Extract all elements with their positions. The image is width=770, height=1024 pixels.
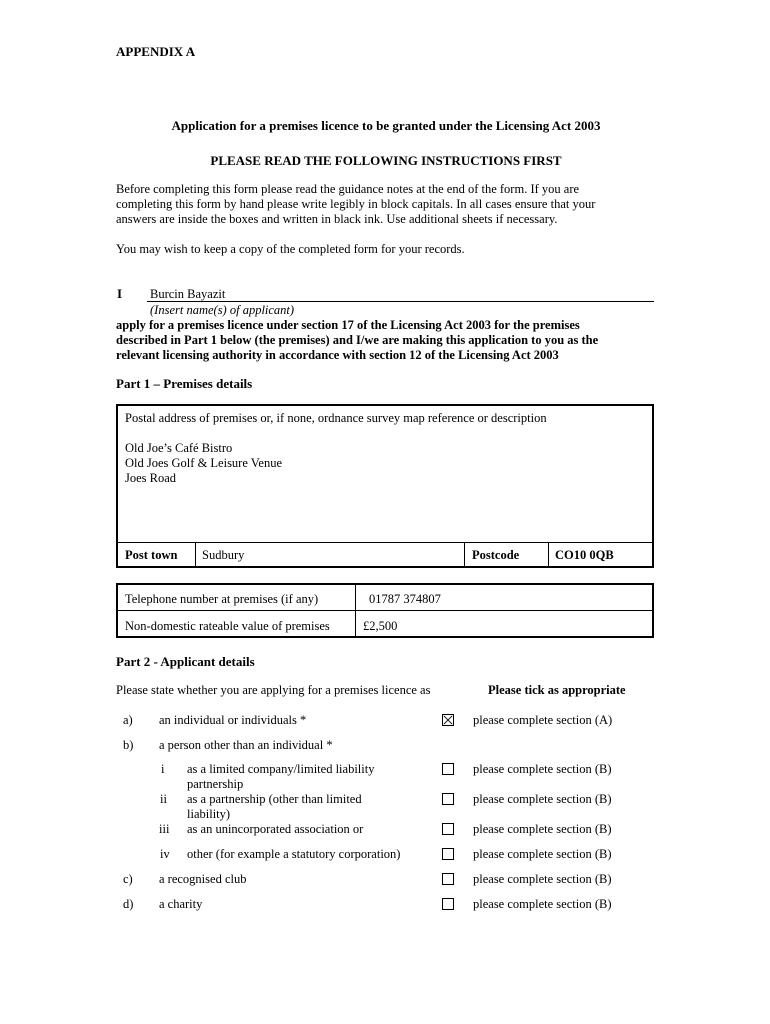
option-b-text: a person other than an individual * xyxy=(159,738,333,752)
statement-line-1: apply for a premises licence under section 17 of the Licensing Act 2003 for the premises xyxy=(116,318,580,332)
state-text: Please state whether you are applying for a premises licence as xyxy=(116,683,431,697)
option-a-text: an individual or individuals * xyxy=(159,713,307,727)
option-b-letter: b) xyxy=(123,738,134,752)
option-d-letter: d) xyxy=(123,897,134,911)
option-a-checkbox[interactable] xyxy=(442,714,454,726)
address-line-2[interactable]: Old Joes Golf & Leisure Venue xyxy=(125,456,283,470)
option-b-iii-line-1: as an unincorporated association or xyxy=(187,822,364,836)
statement-line-3: relevant licensing authority in accordance with section 12 of the Licensing Act 2003 xyxy=(116,348,559,362)
rateable-label: Non-domestic rateable value of premises xyxy=(125,619,330,633)
telephone-value[interactable]: 01787 374807 xyxy=(369,592,441,606)
form-title: Application for a premises licence to be granted under the Licensing Act 2003 xyxy=(171,118,601,133)
copy-note: You may wish to keep a copy of the completed form for your records. xyxy=(116,242,465,256)
address-line-1[interactable]: Old Joe’s Café Bistro xyxy=(125,441,233,455)
i-label: I xyxy=(117,286,123,301)
post-town-label: Post town xyxy=(125,548,178,562)
part1-heading: Part 1 – Premises details xyxy=(116,376,253,391)
option-a-letter: a) xyxy=(123,713,133,727)
option-b-iii-section: please complete section (B) xyxy=(473,822,612,836)
intro-line-3: answers are inside the boxes and written in black ink. Use additional sheets if necessary. xyxy=(116,212,558,226)
telephone-label: Telephone number at premises (if any) xyxy=(125,592,319,606)
postcode-label: Postcode xyxy=(472,548,520,562)
option-b-ii-section: please complete section (B) xyxy=(473,792,612,806)
option-d-section: please complete section (B) xyxy=(473,897,612,911)
option-b-i-num: i xyxy=(161,762,165,776)
option-d-text: a charity xyxy=(159,897,203,911)
post-town-divider xyxy=(195,542,196,566)
option-b-ii-line-1: as a partnership (other than limited xyxy=(187,792,362,806)
option-b-i-line-2: partnership xyxy=(187,777,244,791)
option-b-ii-num: ii xyxy=(160,792,167,806)
premises-address-box xyxy=(116,404,654,568)
address-divider xyxy=(118,542,652,543)
option-d-checkbox[interactable] xyxy=(442,898,454,910)
name-hint: (Insert name(s) of applicant) xyxy=(150,303,295,317)
option-b-ii-line-2: liability) xyxy=(187,807,231,821)
postcode-divider-right xyxy=(548,542,549,566)
option-b-iv-checkbox[interactable] xyxy=(442,848,454,860)
option-b-i-section: please complete section (B) xyxy=(473,762,612,776)
option-b-iv-line-1: other (for example a statutory corporation) xyxy=(187,847,401,861)
postcode-value[interactable]: CO10 0QB xyxy=(555,548,614,562)
statement-line-2: described in Part 1 below (the premises) and I/we are making this application to you as the xyxy=(116,333,599,347)
tel-col-divider xyxy=(355,585,356,636)
rateable-value[interactable]: £2,500 xyxy=(363,619,398,633)
name-underline xyxy=(147,301,654,302)
tel-divider xyxy=(118,610,652,611)
post-town-value[interactable]: Sudbury xyxy=(202,548,245,562)
telephone-rateable-box xyxy=(116,583,654,638)
instructions-heading: PLEASE READ THE FOLLOWING INSTRUCTIONS FIRST xyxy=(210,153,562,168)
address-label: Postal address of premises or, if none, ordnance survey map reference or description xyxy=(125,411,547,425)
option-c-letter: c) xyxy=(123,872,133,886)
intro-line-1: Before completing this form please read the guidance notes at the end of the form. If you are xyxy=(116,182,580,196)
option-b-iv-num: iv xyxy=(160,847,170,861)
address-line-3[interactable]: Joes Road xyxy=(125,471,177,485)
tick-heading: Please tick as appropriate xyxy=(488,683,626,697)
intro-line-2: completing this form by hand please write legibly in block capitals. In all cases ensure that your xyxy=(116,197,596,211)
checked-x-icon xyxy=(443,714,453,726)
option-a-section: please complete section (A) xyxy=(473,713,613,727)
option-b-iv-section: please complete section (B) xyxy=(473,847,612,861)
option-b-iii-num: iii xyxy=(159,822,170,836)
option-c-section: please complete section (B) xyxy=(473,872,612,886)
option-b-i-line-1: as a limited company/limited liability xyxy=(187,762,375,776)
option-b-i-checkbox[interactable] xyxy=(442,763,454,775)
option-b-iii-checkbox[interactable] xyxy=(442,823,454,835)
appendix-label: APPENDIX A xyxy=(116,44,196,59)
option-c-text: a recognised club xyxy=(159,872,247,886)
part2-heading: Part 2 - Applicant details xyxy=(116,654,255,669)
option-c-checkbox[interactable] xyxy=(442,873,454,885)
option-b-ii-checkbox[interactable] xyxy=(442,793,454,805)
applicant-name[interactable]: Burcin Bayazit xyxy=(150,287,226,301)
postcode-divider-left xyxy=(464,542,465,566)
